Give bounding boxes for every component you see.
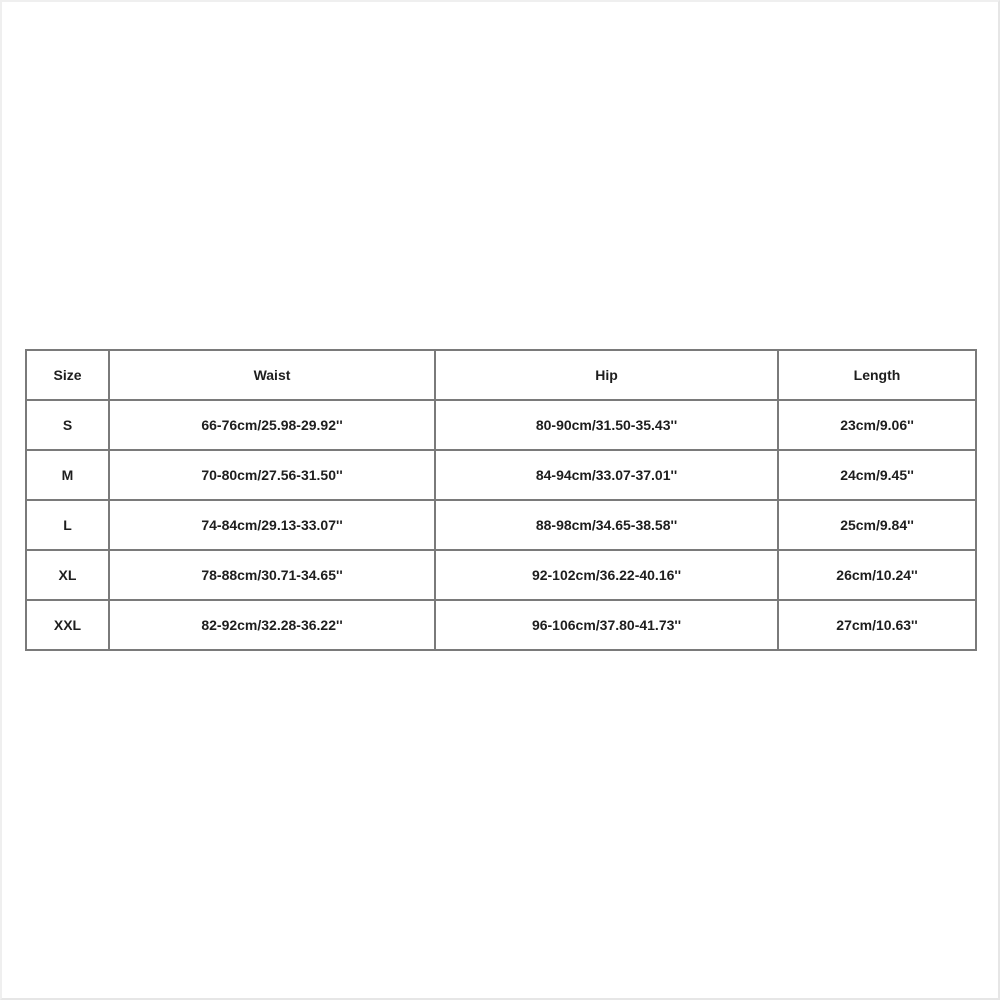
cell-size: L [26,500,109,550]
cell-waist: 82-92cm/32.28-36.22'' [109,600,435,650]
header-size: Size [26,350,109,400]
header-waist: Waist [109,350,435,400]
cell-size: M [26,450,109,500]
table-row [26,450,976,500]
cell-waist: 78-88cm/30.71-34.65'' [109,550,435,600]
cell-length: 26cm/10.24'' [778,550,976,600]
cell-hip: 84-94cm/33.07-37.01'' [435,450,778,500]
cell-waist: 74-84cm/29.13-33.07'' [109,500,435,550]
size-chart-table [25,349,977,651]
cell-size: XXL [26,600,109,650]
cell-hip: 80-90cm/31.50-35.43'' [435,400,778,450]
cell-size: S [26,400,109,450]
table-row [26,500,976,550]
cell-length: 27cm/10.63'' [778,600,976,650]
table-row [26,400,976,450]
cell-hip: 92-102cm/36.22-40.16'' [435,550,778,600]
cell-length: 24cm/9.45'' [778,450,976,500]
cell-waist: 66-76cm/25.98-29.92'' [109,400,435,450]
cell-length: 23cm/9.06'' [778,400,976,450]
table-row [26,550,976,600]
header-hip: Hip [435,350,778,400]
table-row [26,600,976,650]
header-length: Length [778,350,976,400]
cell-hip: 88-98cm/34.65-38.58'' [435,500,778,550]
table-header-row [26,350,976,400]
cell-hip: 96-106cm/37.80-41.73'' [435,600,778,650]
cell-waist: 70-80cm/27.56-31.50'' [109,450,435,500]
cell-length: 25cm/9.84'' [778,500,976,550]
cell-size: XL [26,550,109,600]
